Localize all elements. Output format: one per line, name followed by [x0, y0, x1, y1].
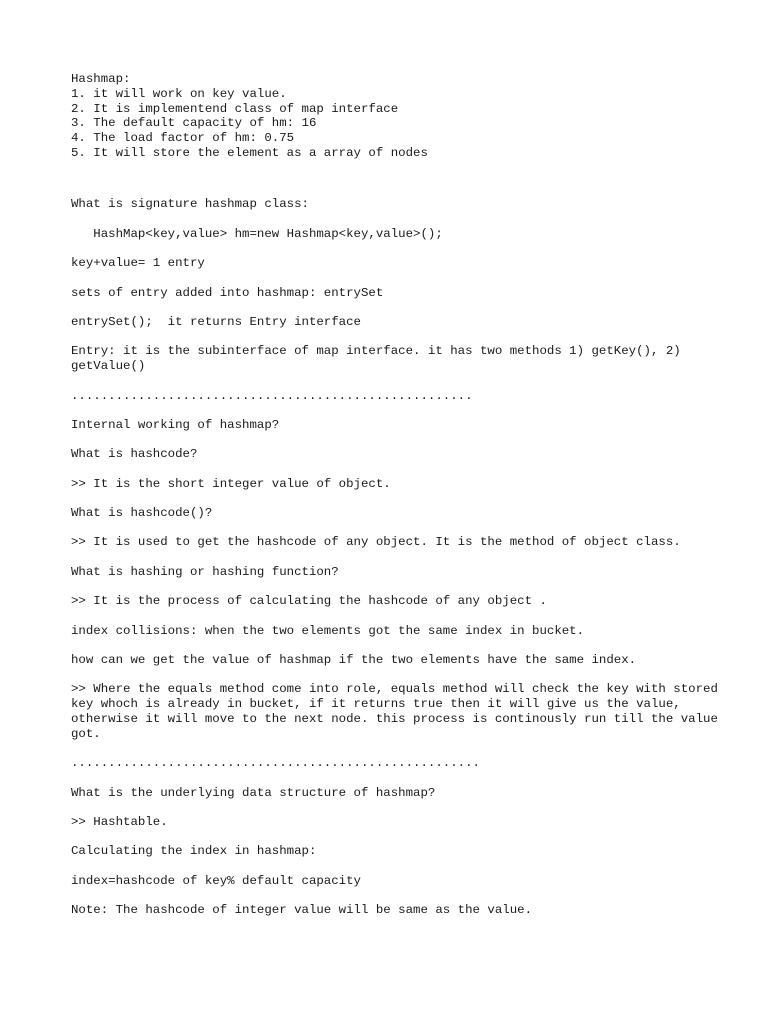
list-item: 3. The default capacity of hm: 16	[71, 116, 317, 131]
signature-code: HashMap<key,value> hm=new Hashmap<key,value>();	[71, 226, 443, 241]
separator-dots: ......................................................	[71, 388, 473, 403]
same-index-answer: >> Where the equals method come into role, equals method will check the key with stored key whoch is already in bucket, if it returns true then it will give us the value, otherwise it will move to the next node. this process is continously run till the value got.	[71, 682, 726, 741]
list-item: 4. The load factor of hm: 0.75	[71, 131, 295, 146]
data-structure-question: What is the underlying data structure of hashmap?	[71, 785, 436, 800]
data-structure-answer: >> Hashtable.	[71, 814, 168, 829]
list-item: 5. It will store the element as a array of nodes	[71, 145, 428, 160]
hashcode-method-answer: >> It is used to get the hashcode of any object. It is the method of object class.	[71, 535, 681, 550]
note-text: Note: The hashcode of integer value will be same as the value.	[71, 903, 533, 918]
internal-working-heading: Internal working of hashmap?	[71, 417, 280, 432]
hashcode-answer: >> It is the short integer value of object.	[71, 476, 391, 491]
index-formula: index=hashcode of key% default capacity	[71, 873, 361, 888]
entry-set-text: sets of entry added into hashmap: entrySet	[71, 285, 384, 300]
list-item: 2. It is implementend class of map interface	[71, 101, 399, 116]
signature-question: What is signature hashmap class:	[71, 197, 309, 212]
hashmap-heading: Hashmap:	[71, 72, 131, 86]
index-calc-heading: Calculating the index in hashmap:	[71, 844, 317, 859]
separator-dots: .......................................................	[71, 756, 480, 771]
hashcode-question: What is hashcode?	[71, 447, 198, 462]
list-item: 1. it will work on key value.	[71, 86, 287, 101]
hashing-question: What is hashing or hashing function?	[71, 564, 339, 579]
same-index-question: how can we get the value of hashmap if the two elements have the same index.	[71, 653, 637, 668]
entry-interface-text: Entry: it is the subinterface of map interface. it has two methods 1) getKey(), 2) getValue()	[71, 344, 689, 374]
document-page	[71, 72, 731, 918]
index-collisions-text: index collisions: when the two elements got the same index in bucket.	[71, 623, 585, 638]
hashcode-method-question: What is hashcode()?	[71, 506, 213, 521]
entry-definition: key+value= 1 entry	[71, 256, 205, 271]
hashing-answer: >> It is the process of calculating the hashcode of any object .	[71, 594, 547, 609]
entry-set-method-text: entrySet(); it returns Entry interface	[71, 314, 361, 329]
